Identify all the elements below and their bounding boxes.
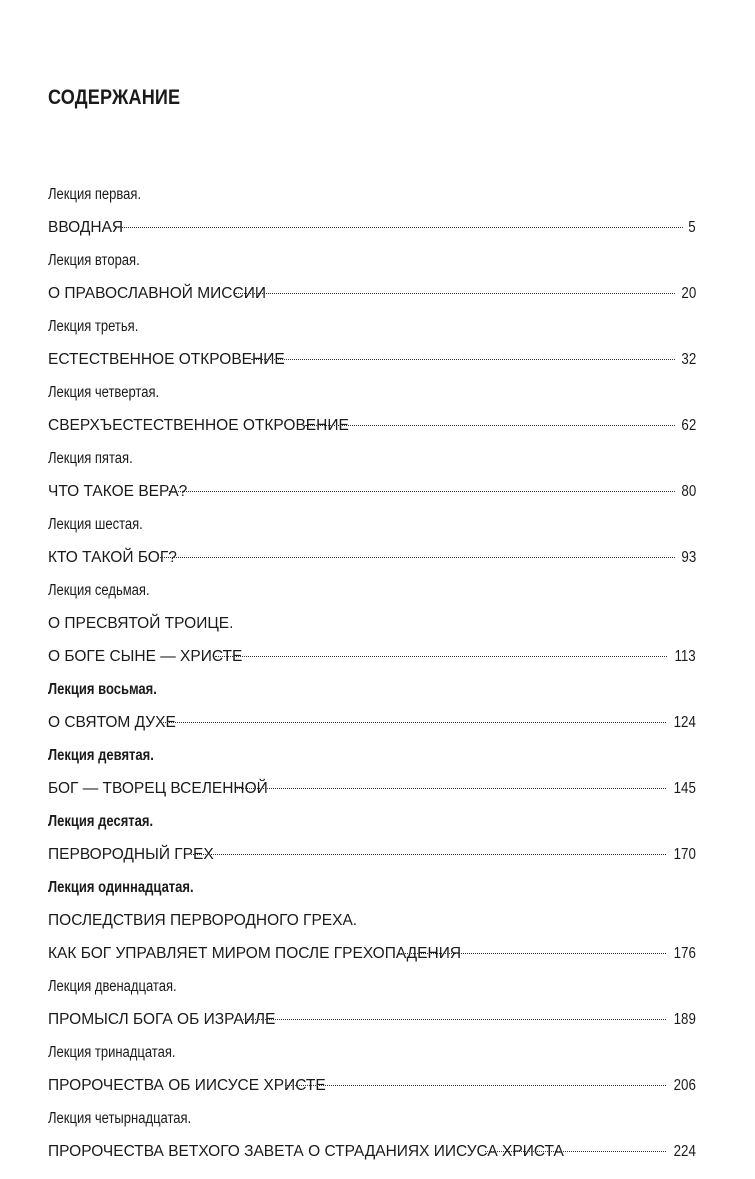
toc-entry-label [48, 376, 696, 409]
toc-entry[interactable] [48, 1102, 696, 1168]
toc-entry-title-row [48, 211, 696, 244]
toc-entry[interactable] [48, 376, 696, 442]
toc-entry-label [48, 1036, 696, 1069]
lecture-label: Лекция вторая. [48, 252, 140, 269]
toc-entry-label [48, 178, 696, 211]
toc-entry-title-row [48, 772, 696, 805]
lecture-label: Лекция четырнадцатая. [48, 1110, 192, 1127]
lecture-label: Лекция четвертая. [48, 384, 160, 401]
toc-entry-label [48, 970, 696, 1003]
lecture-label: Лекция двенадцатая. [48, 978, 177, 995]
toc-entry-title-row [48, 706, 696, 739]
page-number: 20 [681, 285, 696, 302]
dot-leader [237, 788, 666, 789]
lecture-title: ПЕРВОРОДНЫЙ ГРЕХ [48, 846, 214, 863]
toc-entry-title-row [48, 277, 696, 310]
toc-entry[interactable] [48, 1036, 696, 1102]
toc-entry[interactable] [48, 871, 696, 970]
lecture-title: ЕСТЕСТВЕННОЕ ОТКРОВЕНИЕ [48, 351, 285, 368]
lecture-label: Лекция десятая. [48, 813, 154, 830]
lecture-label: Лекция восьмая. [48, 681, 157, 698]
lecture-label: Лекция пятая. [48, 450, 133, 467]
page-number: 62 [681, 417, 696, 434]
page-number: 145 [673, 780, 696, 797]
toc-entry[interactable] [48, 244, 696, 310]
lecture-title: КАК БОГ УПРАВЛЯЕТ МИРОМ ПОСЛЕ ГРЕХОПАДЕНИЯ [48, 945, 462, 962]
lecture-title: О СВЯТОМ ДУХЕ [48, 714, 176, 731]
toc-entry-title-row [48, 541, 696, 574]
page-number: 80 [681, 483, 696, 500]
page-number: 124 [673, 714, 696, 731]
page-number: 93 [681, 549, 696, 566]
toc-entry-title-row [48, 1069, 696, 1102]
lecture-label: Лекция тринадцатая. [48, 1044, 176, 1061]
toc-entry-label [48, 508, 696, 541]
toc-entry-title-row [48, 475, 696, 508]
toc-entry[interactable] [48, 970, 696, 1036]
toc-entry-label [48, 739, 696, 772]
lecture-title: ВВОДНАЯ [48, 219, 124, 236]
lecture-label: Лекция седьмая. [48, 582, 150, 599]
table-of-contents [48, 178, 696, 1168]
dot-leader [159, 722, 666, 723]
dot-leader [251, 359, 675, 360]
page-number: 32 [681, 351, 696, 368]
page-number: 206 [673, 1077, 696, 1094]
toc-entry[interactable] [48, 310, 696, 376]
dot-leader [485, 1151, 666, 1152]
lecture-title: ПОСЛЕДСТВИЯ ПЕРВОРОДНОГО ГРЕХА. [48, 912, 358, 929]
page-number: 176 [673, 945, 696, 962]
lecture-label: Лекция девятая. [48, 747, 154, 764]
lecture-title: О БОГЕ СЫНЕ — ХРИСТЕ [48, 648, 243, 665]
lecture-title: СВЕРХЪЕСТЕСТВЕННОЕ ОТКРОВЕНИЕ [48, 417, 349, 434]
page-title: СОДЕРЖАНИЕ [48, 86, 181, 109]
lecture-title: О ПРЕСВЯТОЙ ТРОИЦЕ. [48, 615, 234, 632]
toc-entry[interactable] [48, 673, 696, 739]
lecture-label: Лекция третья. [48, 318, 139, 335]
toc-entry-label [48, 442, 696, 475]
dot-leader [285, 1085, 666, 1086]
toc-entry[interactable] [48, 442, 696, 508]
toc-entry-title-row [48, 1003, 696, 1036]
toc-entry-label [48, 673, 696, 706]
lecture-label: Лекция шестая. [48, 516, 143, 533]
toc-entry[interactable] [48, 178, 696, 244]
lecture-title: ПРОРОЧЕСТВА ВЕТХОГО ЗАВЕТА О СТРАДАНИЯХ ИИСУСА ХРИСТА [48, 1143, 564, 1160]
page-number: 5 [688, 219, 696, 236]
dot-leader [115, 227, 683, 228]
toc-entry-title-row [48, 838, 696, 871]
toc-entry-title-row [48, 343, 696, 376]
page-number: 170 [673, 846, 696, 863]
dot-leader [399, 953, 666, 954]
toc-entry-title-row [48, 937, 696, 970]
dot-leader [215, 656, 667, 657]
toc-entry-label [48, 310, 696, 343]
dot-leader [160, 557, 674, 558]
lecture-title: ЧТО ТАКОЕ ВЕРА? [48, 483, 188, 500]
toc-entry[interactable] [48, 739, 696, 805]
toc-entry-label [48, 805, 696, 838]
lecture-title: ПРОРОЧЕСТВА ОБ ИИСУСЕ ХРИСТЕ [48, 1077, 326, 1094]
toc-entry-label [48, 244, 696, 277]
page-number: 224 [673, 1143, 696, 1160]
lecture-label: Лекция одиннадцатая. [48, 879, 194, 896]
page-number: 189 [673, 1011, 696, 1028]
dot-leader [243, 1019, 666, 1020]
dot-leader [191, 854, 666, 855]
page-number: 113 [674, 648, 696, 665]
toc-entry-title-row [48, 409, 696, 442]
toc-entry-title-row [48, 1135, 696, 1168]
toc-entry-title-line [48, 607, 696, 640]
lecture-title: КТО ТАКОЙ БОГ? [48, 549, 177, 566]
lecture-label: Лекция первая. [48, 186, 142, 203]
toc-entry[interactable] [48, 508, 696, 574]
toc-entry-title-line [48, 904, 696, 937]
toc-entry-label [48, 1102, 696, 1135]
dot-leader [235, 293, 675, 294]
lecture-title: ПРОМЫСЛ БОГА ОБ ИЗРАИЛЕ [48, 1011, 276, 1028]
toc-entry[interactable] [48, 805, 696, 871]
toc-entry-title-row [48, 640, 696, 673]
dot-leader [169, 491, 675, 492]
toc-entry[interactable] [48, 574, 696, 673]
lecture-title: БОГ — ТВОРЕЦ ВСЕЛЕННОЙ [48, 780, 268, 797]
lecture-title: О ПРАВОСЛАВНОЙ МИССИИ [48, 285, 266, 302]
toc-entry-label [48, 574, 696, 607]
toc-entry-label [48, 871, 696, 904]
dot-leader [305, 425, 675, 426]
